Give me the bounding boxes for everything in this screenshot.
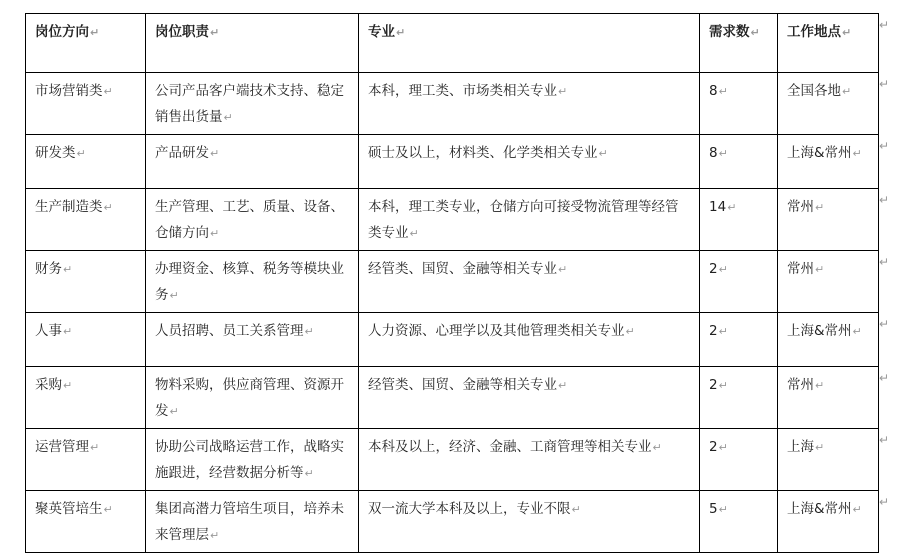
cell-location: 上海&常州↵ bbox=[778, 313, 879, 367]
cell-major: 本科及以上，经济、金融、工商管理等相关专业↵ bbox=[359, 429, 700, 491]
cell-count: 2↵ bbox=[700, 429, 778, 491]
cell-direction: 市场营销类↵ bbox=[26, 73, 146, 135]
header-row bbox=[26, 14, 879, 73]
paragraph-mark: ↵ bbox=[304, 467, 314, 480]
row-end-mark: ↵ bbox=[879, 77, 890, 91]
cell-location: 上海&常州↵ bbox=[778, 135, 879, 189]
cell-count: 2↵ bbox=[700, 367, 778, 429]
cell-duties: 公司产品客户端技术支持、稳定销售出货量↵ bbox=[146, 73, 359, 135]
cell-count: 5↵ bbox=[700, 491, 778, 553]
paragraph-mark: ↵ bbox=[625, 325, 635, 338]
row-end-mark: ↵ bbox=[879, 255, 890, 269]
cell-location: 常州↵ bbox=[778, 367, 879, 429]
row-end-mark: ↵ bbox=[879, 317, 890, 331]
paragraph-mark: ↵ bbox=[103, 201, 113, 214]
table-row bbox=[26, 367, 879, 429]
cell-duties: 协助公司战略运营工作，战略实施跟进，经营数据分析等↵ bbox=[146, 429, 359, 491]
paragraph-mark: ↵ bbox=[223, 111, 233, 124]
paragraph-mark: ↵ bbox=[304, 325, 314, 338]
paragraph-mark: ↵ bbox=[718, 325, 728, 338]
paragraph-mark: ↵ bbox=[169, 405, 179, 418]
paragraph-mark: ↵ bbox=[169, 289, 179, 302]
cell-direction: 采购↵ bbox=[26, 367, 146, 429]
paragraph-mark: ↵ bbox=[727, 201, 737, 214]
cell-duties: 物料采购，供应商管理、资源开发↵ bbox=[146, 367, 359, 429]
paragraph-mark: ↵ bbox=[63, 325, 73, 338]
header-direction: 岗位方向↵ bbox=[26, 14, 146, 73]
paragraph-mark: ↵ bbox=[558, 263, 568, 276]
cell-major: 硕士及以上，材料类、化学类相关专业↵ bbox=[359, 135, 700, 189]
cell-direction: 人事↵ bbox=[26, 313, 146, 367]
row-end-mark: ↵ bbox=[879, 433, 890, 447]
cell-major: 双一流大学本科及以上，专业不限↵ bbox=[359, 491, 700, 553]
paragraph-mark: ↵ bbox=[718, 147, 728, 160]
cell-direction: 研发类↵ bbox=[26, 135, 146, 189]
table-row bbox=[26, 73, 879, 135]
paragraph-mark: ↵ bbox=[558, 379, 568, 392]
cell-major: 经管类、国贸、金融等相关专业↵ bbox=[359, 251, 700, 313]
row-end-mark: ↵ bbox=[879, 193, 890, 207]
paragraph-mark: ↵ bbox=[842, 85, 852, 98]
row-end-mark: ↵ bbox=[879, 139, 890, 153]
paragraph-mark: ↵ bbox=[718, 441, 728, 454]
cell-direction: 财务↵ bbox=[26, 251, 146, 313]
table-row bbox=[26, 429, 879, 491]
header-major: 专业↵ bbox=[359, 14, 700, 73]
paragraph-mark: ↵ bbox=[852, 147, 862, 160]
table-row bbox=[26, 135, 879, 189]
cell-location: 上海&常州↵ bbox=[778, 491, 879, 553]
paragraph-mark: ↵ bbox=[598, 147, 608, 160]
table-row bbox=[26, 491, 879, 553]
table-row bbox=[26, 251, 879, 313]
paragraph-mark: ↵ bbox=[718, 263, 728, 276]
cell-count: 8↵ bbox=[700, 73, 778, 135]
paragraph-mark: ↵ bbox=[63, 263, 73, 276]
cell-location: 常州↵ bbox=[778, 189, 879, 251]
row-end-mark: ↵ bbox=[879, 371, 890, 385]
paragraph-mark: ↵ bbox=[815, 379, 825, 392]
paragraph-mark: ↵ bbox=[852, 325, 862, 338]
row-end-mark: ↵ bbox=[879, 18, 890, 32]
cell-direction: 聚英管培生↵ bbox=[26, 491, 146, 553]
recruitment-table bbox=[25, 13, 879, 553]
paragraph-mark: ↵ bbox=[852, 503, 862, 516]
cell-count: 14↵ bbox=[700, 189, 778, 251]
paragraph-mark: ↵ bbox=[815, 441, 825, 454]
paragraph-mark: ↵ bbox=[652, 441, 662, 454]
paragraph-mark: ↵ bbox=[76, 147, 86, 160]
paragraph-mark: ↵ bbox=[718, 85, 728, 98]
paragraph-mark: ↵ bbox=[571, 503, 581, 516]
paragraph-mark: ↵ bbox=[210, 529, 220, 542]
paragraph-mark: ↵ bbox=[815, 263, 825, 276]
paragraph-mark: ↵ bbox=[63, 379, 73, 392]
paragraph-mark: ↵ bbox=[103, 85, 113, 98]
paragraph-mark: ↵ bbox=[815, 201, 825, 214]
cell-direction: 生产制造类↵ bbox=[26, 189, 146, 251]
cell-major: 人力资源、心理学以及其他管理类相关专业↵ bbox=[359, 313, 700, 367]
cell-direction: 运营管理↵ bbox=[26, 429, 146, 491]
cell-count: 2↵ bbox=[700, 313, 778, 367]
cell-major: 经管类、国贸、金融等相关专业↵ bbox=[359, 367, 700, 429]
paragraph-mark: ↵ bbox=[103, 503, 113, 516]
paragraph-mark: ↵ bbox=[409, 227, 419, 240]
header-duties: 岗位职责↵ bbox=[146, 14, 359, 73]
cell-duties: 生产管理、工艺、质量、设备、仓储方向↵ bbox=[146, 189, 359, 251]
header-count: 需求数↵ bbox=[700, 14, 778, 73]
table-row bbox=[26, 189, 879, 251]
paragraph-mark: ↵ bbox=[90, 441, 100, 454]
cell-duties: 产品研发↵ bbox=[146, 135, 359, 189]
cell-duties: 办理资金、核算、税务等模块业务↵ bbox=[146, 251, 359, 313]
cell-location: 全国各地↵ bbox=[778, 73, 879, 135]
paragraph-mark: ↵ bbox=[210, 227, 220, 240]
cell-count: 2↵ bbox=[700, 251, 778, 313]
cell-location: 上海↵ bbox=[778, 429, 879, 491]
paragraph-mark: ↵ bbox=[558, 85, 568, 98]
paragraph-mark: ↵ bbox=[210, 147, 220, 160]
row-end-mark: ↵ bbox=[879, 495, 890, 509]
paragraph-mark: ↵ bbox=[718, 503, 728, 516]
cell-major: 本科，理工类、市场类相关专业↵ bbox=[359, 73, 700, 135]
table-row bbox=[26, 313, 879, 367]
header-location: 工作地点↵ bbox=[778, 14, 879, 73]
paragraph-mark: ↵ bbox=[718, 379, 728, 392]
cell-count: 8↵ bbox=[700, 135, 778, 189]
cell-location: 常州↵ bbox=[778, 251, 879, 313]
cell-duties: 集团高潜力管培生项目，培养未来管理层↵ bbox=[146, 491, 359, 553]
cell-major: 本科，理工类专业，仓储方向可接受物流管理等经管类专业↵ bbox=[359, 189, 700, 251]
cell-duties: 人员招聘、员工关系管理↵ bbox=[146, 313, 359, 367]
